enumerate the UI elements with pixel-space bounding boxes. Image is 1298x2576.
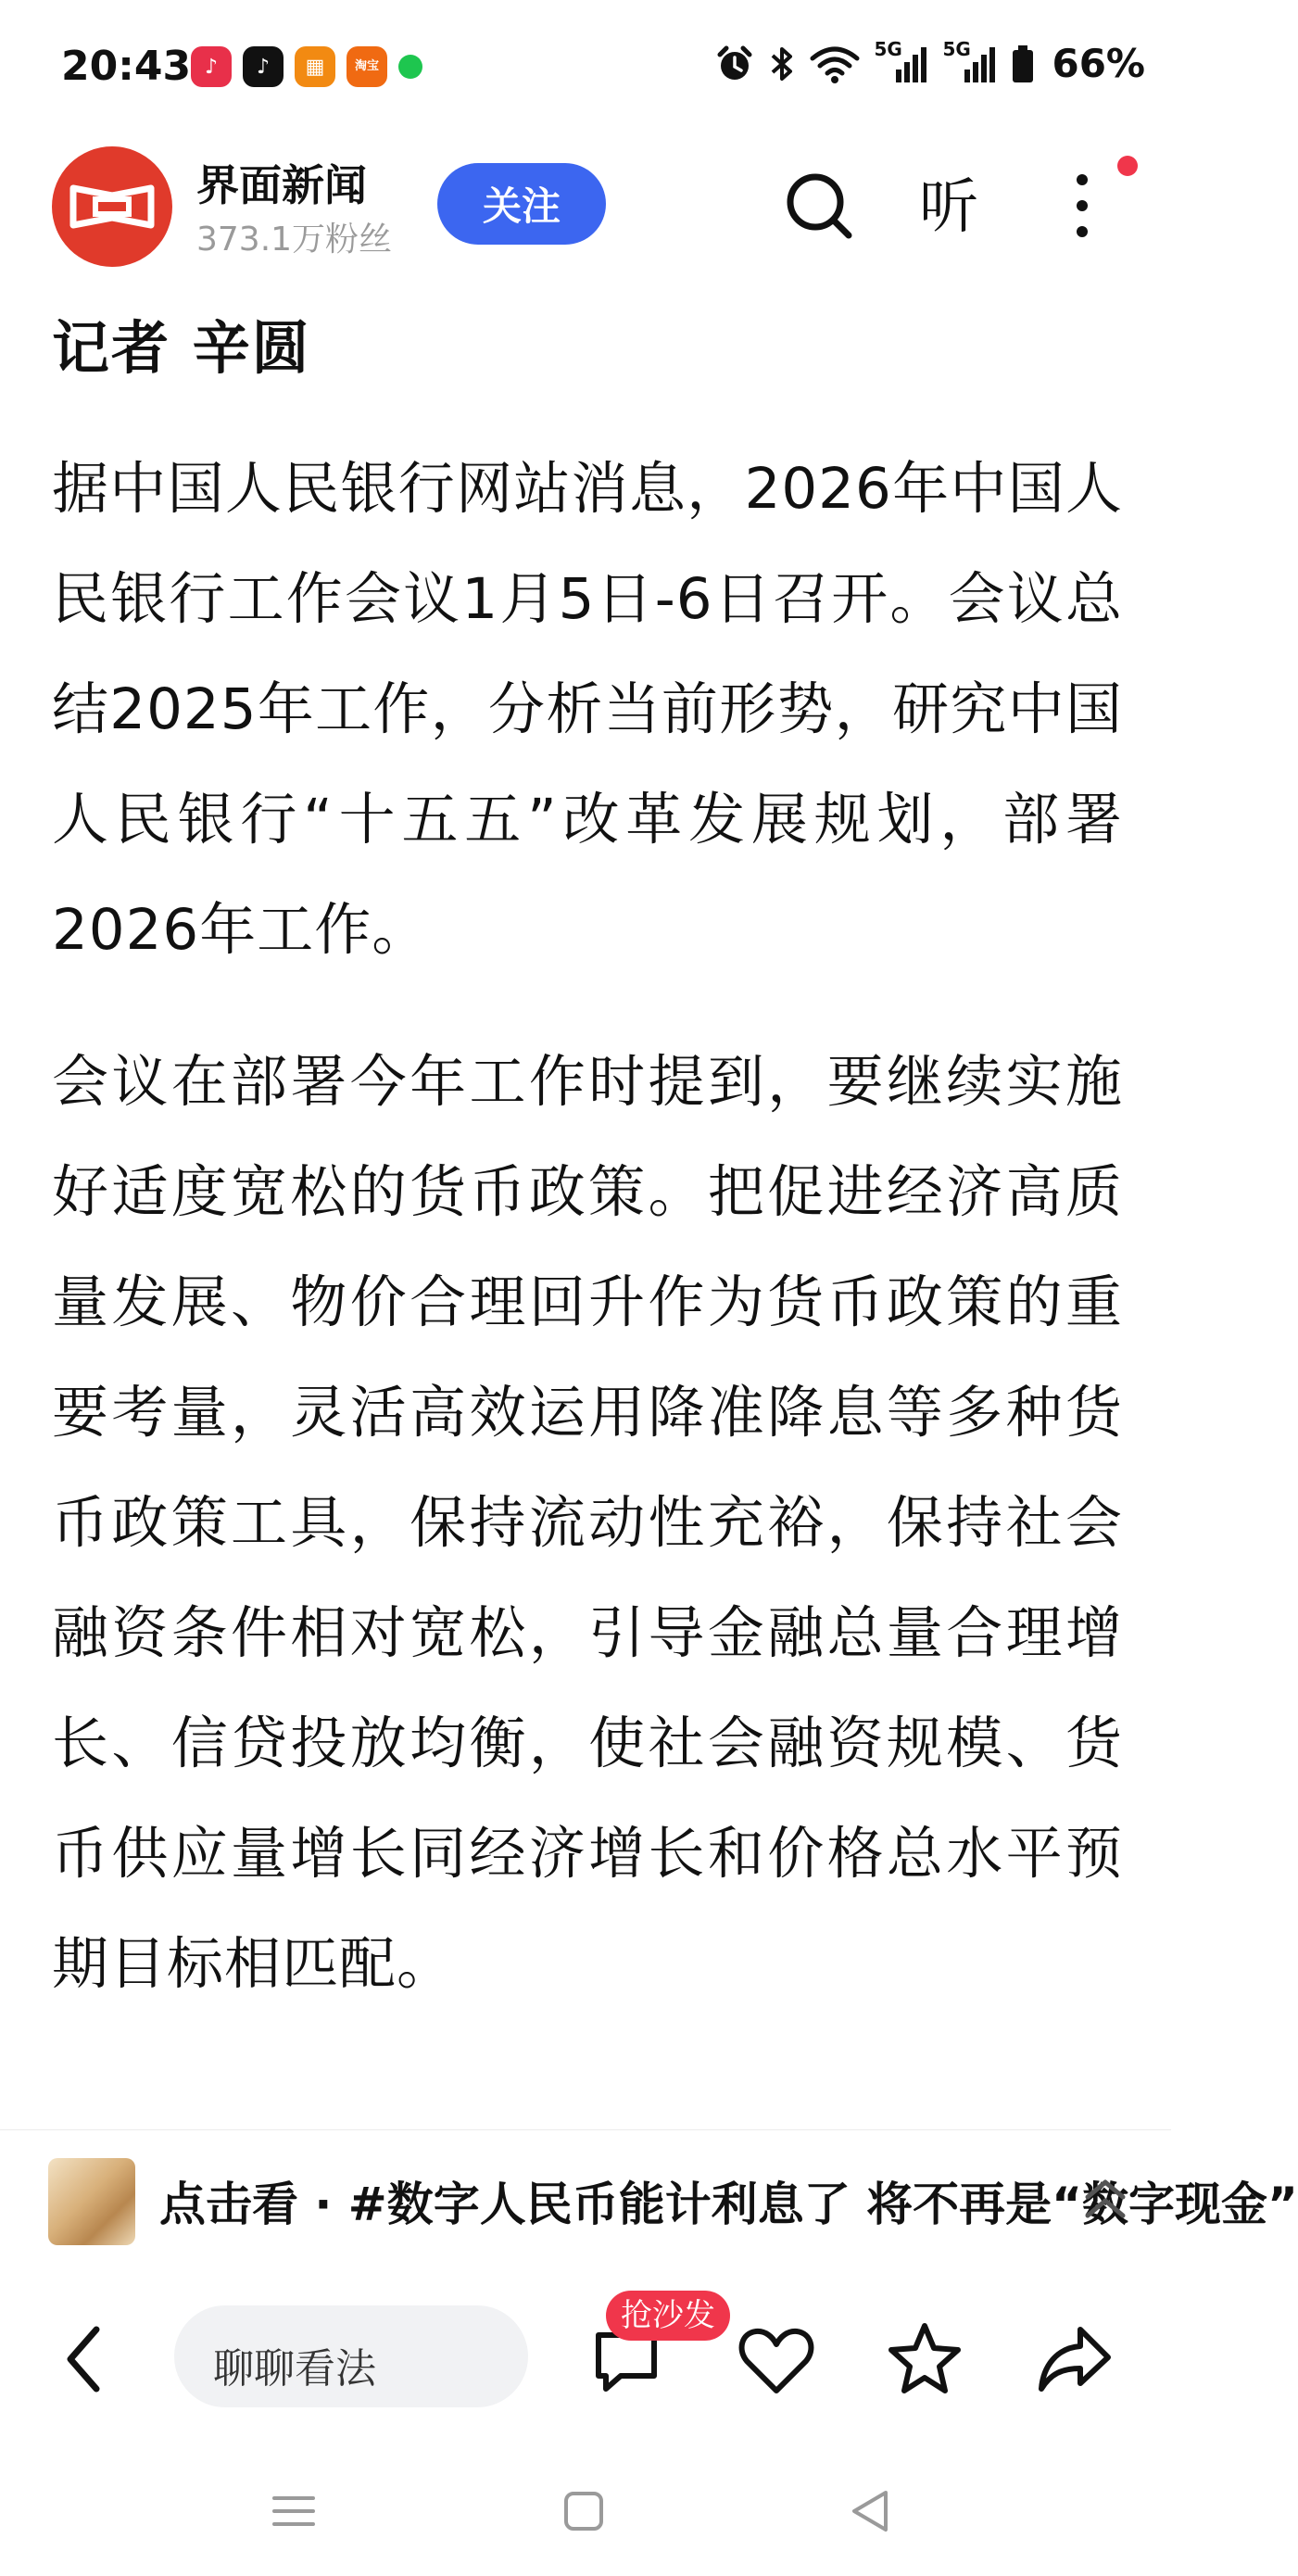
wifi-icon <box>809 44 861 84</box>
battery-icon <box>1011 44 1035 84</box>
comment-placeholder: 聊聊看法 <box>213 2345 376 2393</box>
follower-count: 373.1万粉丝 <box>196 221 393 259</box>
music-app-icon: ♪ <box>191 46 232 87</box>
bottom-action-bar <box>0 2268 1171 2444</box>
signal-icon-1 <box>874 37 929 84</box>
related-article-thumbnail <box>48 2158 135 2245</box>
recent-apps-icon[interactable] <box>271 2493 317 2530</box>
more-options-icon[interactable] <box>1064 167 1101 245</box>
system-back-icon[interactable] <box>849 2487 891 2535</box>
related-article-text[interactable]: 点击看 · #数字人民币能计利息了 将不再是“数字现金” <box>159 2178 1298 2231</box>
tiktok-app-icon: ♪ <box>243 46 284 87</box>
article-header <box>0 139 1171 278</box>
system-navigation-bar <box>0 2444 1171 2576</box>
article-byline: 记者 辛圆 <box>52 314 311 382</box>
jiemian-logo-icon <box>68 179 157 234</box>
article-paragraph: 据中国人民银行网站消息，2026年中国人民银行工作会议1月5日-6日召开。会议总结2025年工作，分析当前形势，研究中国人民银行“十五五”改革发展规划，部署2026年工作。 <box>52 456 1123 963</box>
comment-badge: 抢沙发 <box>606 2291 730 2341</box>
source-name[interactable]: 界面新闻 <box>196 160 367 210</box>
battery-level: 66% <box>1052 41 1145 86</box>
home-icon[interactable] <box>561 2489 606 2533</box>
calendar-app-icon: ▦ <box>295 46 335 87</box>
related-article-bar[interactable] <box>0 2129 1298 2269</box>
search-icon[interactable] <box>780 167 858 245</box>
star-icon[interactable] <box>886 2320 964 2398</box>
share-icon[interactable] <box>1036 2322 1114 2396</box>
status-time: 20:43 <box>61 43 192 90</box>
signal-2-label: 5G <box>942 37 971 60</box>
source-avatar[interactable] <box>52 146 172 267</box>
listen-button[interactable]: 听 <box>919 173 978 242</box>
status-bar <box>0 0 1171 139</box>
heart-icon[interactable] <box>737 2326 815 2396</box>
signal-1-label: 5G <box>874 37 902 60</box>
back-arrow-icon[interactable] <box>57 2320 113 2398</box>
notification-dot <box>1117 156 1138 176</box>
alarm-icon <box>714 44 755 84</box>
chat-app-icon <box>398 55 422 79</box>
status-indicators <box>714 37 1145 86</box>
notification-app-icons <box>191 46 422 87</box>
signal-icon-2 <box>942 37 998 84</box>
expand-up-icon[interactable] <box>1080 2173 1130 2229</box>
taobao-app-icon: 淘宝 <box>347 46 387 87</box>
comment-input[interactable] <box>174 2305 528 2407</box>
follow-button[interactable]: 关注 <box>437 163 606 245</box>
bluetooth-icon <box>768 44 796 84</box>
article-paragraph: 会议在部署今年工作时提到，要继续实施好适度宽松的货币政策。把促进经济高质量发展、物价合理回升作为货币政策的重要考量，灵活高效运用降准降息等多种货币政策工具，保持流动性充裕，保持社会融资条件相对宽松，引导金融总量合理增长、信贷投放均衡，使社会融资规模、货币供应量增长同经济增长和价格总水平预期目标相匹配。 <box>52 1049 1123 1997</box>
